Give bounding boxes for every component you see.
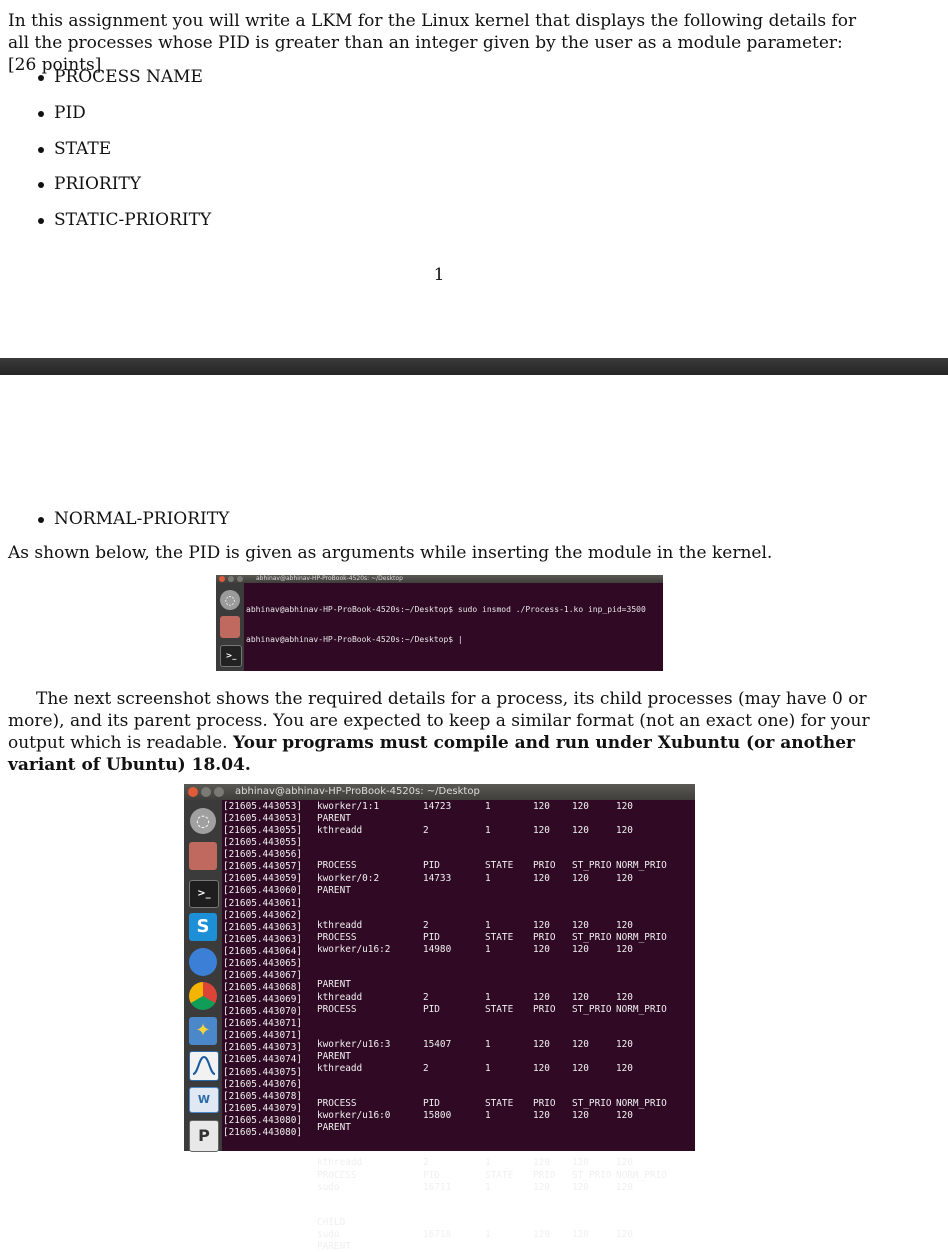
value-cell: 16711 (423, 1181, 452, 1193)
log-timestamp: [21605.443080] (223, 1126, 303, 1138)
log-timestamp: [21605.443079] (223, 1102, 303, 1114)
value-cell: PID (423, 860, 440, 872)
log-timestamp: [21605.443074] (223, 1054, 303, 1066)
dash-icon[interactable]: ◌ (190, 808, 216, 834)
value-cell: 1 (485, 1229, 491, 1241)
terminal-window-insmod (216, 575, 663, 671)
value-cell: NORM_PRIO (616, 1169, 667, 1181)
value-cell: 1 (485, 825, 491, 837)
value-cell: 1 (485, 872, 491, 884)
value-cell: 14733 (423, 872, 452, 884)
process-name-cell: PARENT (317, 1050, 351, 1062)
value-cell: 120 (533, 944, 550, 956)
terminal-window-dmesg (184, 784, 695, 1252)
value-cell: STATE (485, 932, 514, 944)
value-cell: 120 (572, 1038, 589, 1050)
value-cell: 1 (485, 991, 491, 1003)
value-cell: 120 (616, 944, 633, 956)
maximize-icon[interactable] (237, 576, 243, 582)
process-name-cell: CHILD (317, 1216, 346, 1228)
next-paragraph-text: The next screenshot shows the required details for a process, its child processes (may have 0 or more), and its parent process. You are expected to keep a similar format (not an exact one) for your output which is readable. (8, 689, 870, 753)
page-divider (0, 358, 948, 375)
value-cell: 120 (616, 919, 633, 931)
wave-icon (190, 1052, 218, 1080)
value-cell: PRIO (533, 1003, 556, 1015)
maximize-icon[interactable] (214, 787, 224, 797)
value-cell: 2 (423, 1063, 429, 1074)
terminal-icon[interactable]: >_ (189, 880, 219, 908)
process-name-cell: sudo (317, 1229, 340, 1241)
presentation-icon[interactable]: P (189, 1120, 219, 1152)
value-cell: 1 (485, 1157, 491, 1169)
value-cell: 14980 (423, 944, 452, 956)
log-timestamp: [21605.443076] (223, 1078, 303, 1090)
value-cell: 120 (533, 1229, 550, 1241)
process-name-cell: kthreadd (317, 991, 363, 1003)
requirement-bold-text: Your programs must compile and run under Xubuntu (or another variant of Ubuntu) 18.04. (8, 733, 855, 775)
value-cell: 120 (572, 1063, 589, 1074)
value-cell: PRIO (533, 932, 556, 944)
log-timestamp: [21605.443071] (223, 1018, 303, 1030)
log-timestamp: [21605.443065] (223, 957, 303, 969)
window-buttons (188, 787, 224, 797)
value-cell: ST_PRIO (572, 1169, 612, 1181)
value-cell: 120 (572, 1157, 589, 1169)
terminal-output (246, 585, 646, 665)
terminal-line: abhinav@abhinav-HP-ProBook-4520s:~/Desktop$ sudo insmod ./Process-1.ko inp_pid=3500 (246, 605, 646, 614)
value-cell: 120 (572, 872, 589, 884)
process-name-cell: PROCESS (317, 860, 357, 872)
files-icon[interactable] (220, 616, 240, 638)
process-name-cell: kthreadd (317, 919, 363, 931)
process-name-cell: PARENT (317, 1241, 351, 1252)
terminal-title: abhinav@abhinav-HP-ProBook-4520s: ~/Desktop (235, 786, 480, 797)
log-timestamp: [21605.443061] (223, 897, 303, 909)
log-timestamp: [21605.443063] (223, 933, 303, 945)
value-cell: 120 (572, 1181, 589, 1193)
next-paragraph (8, 688, 870, 776)
value-cell: 120 (616, 1229, 633, 1241)
value-cell: 120 (616, 1038, 633, 1050)
value-cell: STATE (485, 860, 514, 872)
log-timestamp: [21605.443069] (223, 994, 303, 1006)
process-name-cell: kworker/u16:2 (317, 944, 391, 956)
process-name-cell: kthreadd (317, 1157, 363, 1169)
value-cell: 14723 (423, 801, 452, 812)
value-cell: 120 (533, 801, 550, 812)
log-timestamp: [21605.443078] (223, 1090, 303, 1102)
value-cell: 120 (533, 1038, 550, 1050)
system-monitor-icon[interactable]: W (189, 1087, 219, 1113)
terminal-title: abhinav@abhinav-HP-ProBook-4520s: ~/Desktop (256, 575, 403, 582)
value-cell: 120 (572, 825, 589, 837)
log-timestamp: [21605.443056] (223, 849, 303, 861)
process-name-cell: PARENT (317, 813, 351, 825)
value-cell: PRIO (533, 1169, 556, 1181)
process-name-cell: kworker/1:1 (317, 801, 380, 812)
value-cell: STATE (485, 1098, 514, 1109)
minimize-icon[interactable] (201, 787, 211, 797)
value-cell: 120 (533, 919, 550, 931)
process-name-cell: kworker/u16:0 (317, 1110, 391, 1122)
list-item: PID (0, 102, 211, 138)
process-name-cell: kworker/u16:3 (317, 1038, 391, 1050)
value-cell: PRIO (533, 860, 556, 872)
oscilloscope-icon[interactable] (189, 1051, 219, 1081)
skype-icon[interactable]: S (189, 913, 217, 941)
list-item: PROCESS NAME (0, 66, 211, 102)
value-cell: 1 (485, 1181, 491, 1193)
log-timestamp: [21605.443059] (223, 873, 303, 885)
list-item: PRIORITY (0, 173, 211, 209)
terminal-line: abhinav@abhinav-HP-ProBook-4520s:~/Desktop$ | (246, 635, 463, 644)
value-cell: 120 (616, 1063, 633, 1074)
log-timestamp: [21605.443068] (223, 982, 303, 994)
launcher-sidebar (184, 800, 222, 1151)
shown-below-text: As shown below, the PID is given as arguments while inserting the module in the kernel. (8, 543, 773, 563)
log-timestamp: [21605.443060] (223, 885, 303, 897)
value-cell: 120 (616, 991, 633, 1003)
value-cell: 120 (616, 825, 633, 837)
value-cell: 1 (485, 1038, 491, 1050)
value-cell: ST_PRIO (572, 860, 612, 872)
value-cell: 120 (572, 1229, 589, 1241)
chromium-icon[interactable] (189, 948, 217, 976)
value-cell: 1 (485, 944, 491, 956)
value-cell: 120 (533, 825, 550, 837)
value-cell: 120 (572, 801, 589, 812)
value-cell: 120 (616, 1110, 633, 1122)
log-timestamp: [21605.443055] (223, 825, 303, 837)
value-cell: 120 (616, 872, 633, 884)
value-cell: 2 (423, 991, 429, 1003)
log-timestamp: [21605.443062] (223, 909, 303, 921)
value-cell: 15800 (423, 1110, 452, 1122)
list-item: STATE (0, 138, 211, 174)
list-item: NORMAL-PRIORITY (0, 508, 229, 544)
terminal-icon[interactable]: >_ (220, 645, 242, 667)
list-item: STATIC-PRIORITY (0, 209, 211, 245)
value-cell: 1 (485, 801, 491, 812)
process-name-cell: kthreadd (317, 825, 363, 837)
value-cell: 120 (616, 1181, 633, 1193)
process-name-cell: sudo (317, 1181, 340, 1193)
log-timestamp: [21605.443067] (223, 969, 303, 981)
value-cell: NORM_PRIO (616, 1003, 667, 1015)
log-timestamp: [21605.443073] (223, 1042, 303, 1054)
value-cell: 120 (616, 801, 633, 812)
log-timestamp: [21605.443057] (223, 861, 303, 873)
value-cell: PID (423, 932, 440, 944)
value-cell: 120 (572, 944, 589, 956)
log-timestamp: [21605.443053] (223, 813, 303, 825)
value-cell: 120 (616, 1157, 633, 1169)
terminal-titlebar (216, 575, 663, 583)
value-cell: STATE (485, 1003, 514, 1015)
value-cell: PRIO (533, 1098, 556, 1109)
process-name-cell: kthreadd (317, 1063, 363, 1074)
value-cell: NORM_PRIO (616, 932, 667, 944)
minimize-icon[interactable] (228, 576, 234, 582)
log-timestamp: [21605.443070] (223, 1006, 303, 1018)
terminal-titlebar (184, 784, 695, 800)
dash-icon[interactable]: ◌ (220, 590, 240, 610)
value-cell: 15407 (423, 1038, 452, 1050)
value-cell: 120 (533, 872, 550, 884)
value-cell: 120 (533, 1110, 550, 1122)
value-cell: 2 (423, 825, 429, 837)
value-cell: 16718 (423, 1229, 452, 1241)
value-cell: 120 (533, 1157, 550, 1169)
value-cell: 120 (533, 1063, 550, 1074)
launcher-sidebar (216, 583, 244, 671)
log-timestamp: [21605.443055] (223, 837, 303, 849)
value-cell: 2 (423, 919, 429, 931)
log-timestamp: [21605.443064] (223, 945, 303, 957)
close-icon[interactable] (188, 787, 198, 797)
value-cell: 1 (485, 919, 491, 931)
terminal-output (223, 801, 693, 1252)
value-cell: 120 (572, 1110, 589, 1122)
log-timestamp: [21605.443063] (223, 921, 303, 933)
field-list-continued (0, 508, 229, 544)
log-timestamp: [21605.443080] (223, 1114, 303, 1126)
page-number: 1 (433, 265, 445, 285)
value-cell: PID (423, 1098, 440, 1109)
process-name-cell: kworker/0:2 (317, 872, 380, 884)
value-cell: 120 (572, 919, 589, 931)
value-cell: ST_PRIO (572, 1003, 612, 1015)
value-cell: 1 (485, 1110, 491, 1122)
value-cell: 120 (572, 991, 589, 1003)
process-name-cell: PROCESS (317, 932, 357, 944)
value-cell: PID (423, 1169, 440, 1181)
files-icon[interactable] (189, 842, 217, 870)
log-timestamp: [21605.443071] (223, 1030, 303, 1042)
close-icon[interactable] (219, 576, 225, 582)
process-name-cell: PROCESS (317, 1169, 357, 1181)
field-list (0, 66, 211, 245)
value-cell: ST_PRIO (572, 932, 612, 944)
process-name-cell: PROCESS (317, 1098, 357, 1109)
log-timestamp: [21605.443075] (223, 1066, 303, 1078)
intro-paragraph: In this assignment you will write a LKM for the Linux kernel that displays the following details for all the processes whose PID is greater than an integer given by the user as a module parameter: [26 points] (8, 11, 857, 75)
value-cell: NORM_PRIO (616, 1098, 667, 1109)
value-cell: 120 (533, 1181, 550, 1193)
value-cell: 2 (423, 1157, 429, 1169)
value-cell: 1 (485, 1063, 491, 1074)
value-cell: PID (423, 1003, 440, 1015)
process-name-cell: PARENT (317, 1122, 351, 1134)
window-buttons (219, 576, 243, 582)
value-cell: ST_PRIO (572, 1098, 612, 1109)
chrome-icon[interactable] (189, 982, 217, 1010)
process-name-cell: PROCESS (317, 1003, 357, 1015)
value-cell: 120 (533, 991, 550, 1003)
value-cell: STATE (485, 1169, 514, 1181)
log-timestamp: [21605.443053] (223, 801, 303, 812)
process-name-cell: PARENT (317, 884, 351, 896)
value-cell: NORM_PRIO (616, 860, 667, 872)
shapes-icon[interactable]: ✦ (189, 1017, 217, 1045)
process-name-cell: PARENT (317, 979, 351, 991)
